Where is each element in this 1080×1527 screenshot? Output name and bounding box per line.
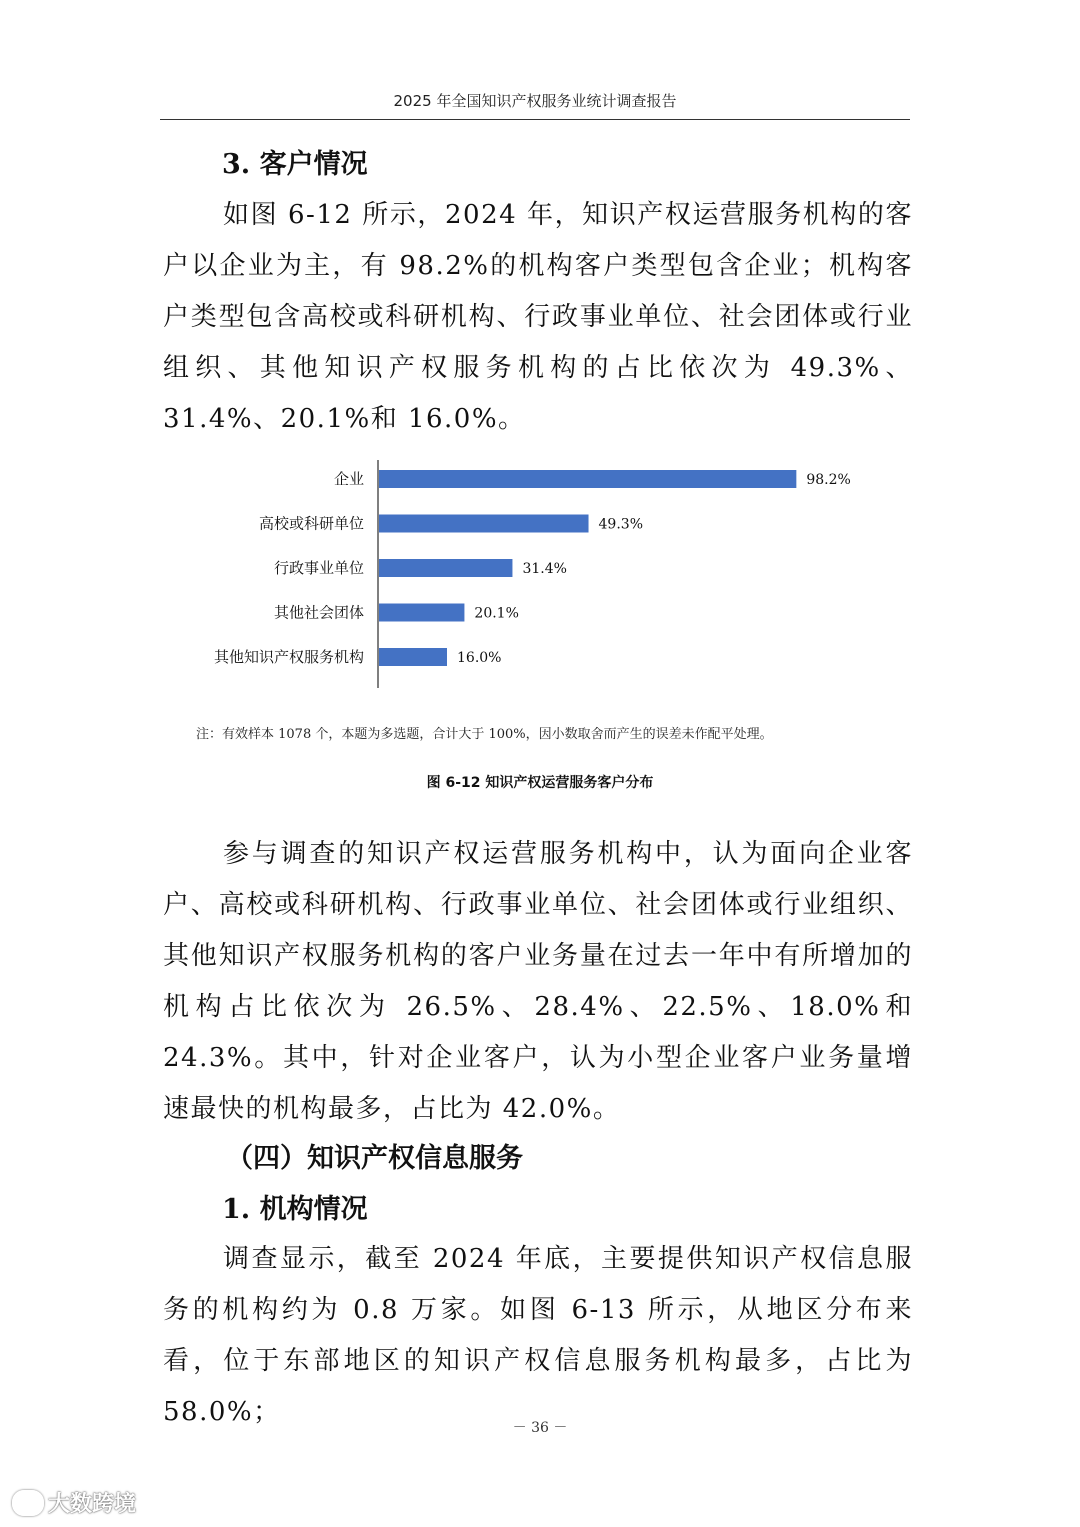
bar-chart-svg: [160, 455, 920, 715]
subsection-heading-info-service: （四）知识产权信息服务: [226, 1143, 523, 1174]
bar: [379, 604, 464, 622]
value-label: 31.4%: [522, 561, 567, 577]
section-heading-institutions: 1. 机构情况: [222, 1194, 368, 1225]
header-divider: [160, 119, 910, 120]
paragraph-institutions: 调查显示，截至 2024 年底，主要提供知识产权信息服务的机构约为 0.8 万家。如图 6-13 所示，从地区分布来看，位于东部地区的知识产权信息服务机构最多，占比为 58.0%；: [163, 1244, 913, 1427]
category-label: 其他社会团体: [273, 603, 364, 622]
category-label: 企业: [333, 470, 364, 488]
category-label: 行政事业单位: [273, 559, 364, 577]
watermark-logo-icon: [12, 1490, 44, 1516]
paragraph-customers: 如图 6-12 所示，2024 年，知识产权运营服务机构的客户以企业为主，有 98.2%的机构客户类型包含企业；机构客户类型包含高校或科研机构、行政事业单位、社会团体或行业组织、其他知识产权服务机构的占比依次为 49.3%、31.4%、20.1%和 16.0%。: [163, 200, 913, 434]
value-label: 20.1%: [474, 605, 519, 622]
value-label: 16.0%: [457, 650, 502, 666]
chart-note: 注：有效样本 1078 个，本题为多选题，合计大于 100%，因小数取舍而产生的误差未作配平处理。: [196, 727, 773, 742]
bar: [379, 515, 589, 533]
figure-caption: 图 6-12 知识产权运营服务客户分布: [426, 775, 654, 791]
bar: [379, 648, 447, 666]
watermark: [12, 1487, 136, 1518]
watermark-text: 大数跨境: [48, 1492, 137, 1517]
value-label: 49.3%: [598, 516, 644, 533]
category-label: 其他知识产权服务机构: [213, 648, 364, 666]
value-label: 98.2%: [806, 472, 851, 488]
category-label: 高校或科研单位: [258, 514, 364, 533]
paragraph-business-volume: 参与调查的知识产权运营服务机构中，认为面向企业客户、高校或科研机构、行政事业单位、社会团体或行业组织、其他知识产权服务机构的客户业务量在过去一年中有所增加的机构占比依次为 26.5%、28.4%、22.5%、18.0%和 24.3%。其中，针对企业客户，认为小型企业客户业务量增速最快的机构最多，占比为 42.0%。: [163, 839, 913, 1124]
section-heading-customers: 3. 客户情况: [222, 149, 368, 180]
bar: [379, 559, 512, 577]
page-number: － 36 －: [512, 1420, 568, 1436]
running-header: 2025 年全国知识产权服务业统计调查报告: [393, 92, 677, 110]
bar: [379, 470, 796, 488]
